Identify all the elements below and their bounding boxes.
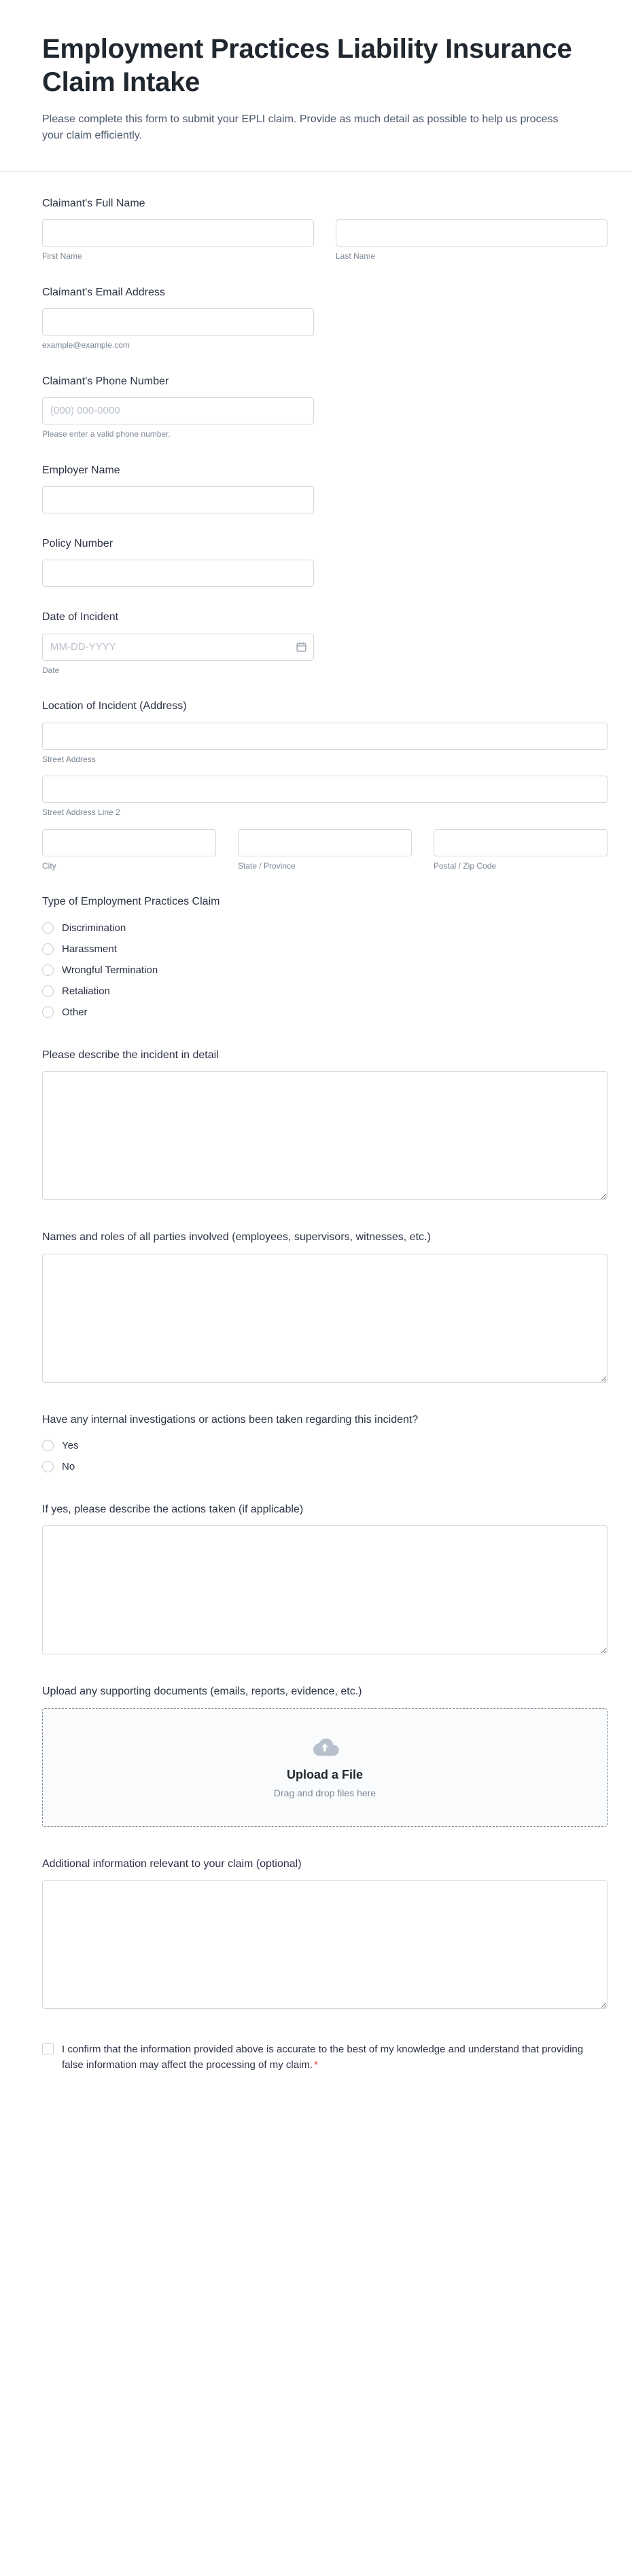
city-sublabel: City — [42, 860, 56, 871]
claim-type-option-other[interactable] — [42, 1006, 590, 1018]
actions-taken-textarea[interactable] — [42, 1525, 608, 1654]
field-parties-involved — [42, 1230, 590, 1382]
field-employer — [42, 463, 590, 513]
email-label: Claimant's Email Address — [42, 286, 165, 298]
claim-type-option-harassment[interactable] — [42, 943, 590, 955]
upload-file-button[interactable]: Upload a File — [286, 1767, 364, 1781]
field-full-name — [42, 196, 590, 262]
field-email — [42, 285, 590, 351]
confirmation-label — [62, 2042, 590, 2073]
claim-type-option-label: Harassment — [62, 943, 117, 955]
describe-incident-label: Please describe the incident in detail — [42, 1049, 219, 1061]
additional-info-label: Additional information relevant to your claim (optional) — [42, 1857, 302, 1870]
parties-involved-label: Names and roles of all parties involved (employees, supervisors, witnesses, etc.) — [42, 1231, 431, 1244]
field-investigations — [42, 1413, 590, 1472]
postal-code-sublabel: Postal / Zip Code — [434, 860, 497, 871]
street-address-2-sublabel: Street Address Line 2 — [42, 808, 120, 818]
incident-date-sublabel: Date — [42, 665, 60, 675]
postal-code-input[interactable] — [434, 829, 608, 856]
field-additional-info — [42, 1857, 590, 2009]
claim-type-option-label: Retaliation — [62, 985, 110, 997]
field-location — [42, 699, 590, 871]
email-input[interactable] — [42, 308, 314, 335]
claim-type-option-label: Other — [62, 1006, 88, 1018]
confirmation-text: I confirm that the information provided above is accurate to the best of my knowledge and understand that providing false information may affect the processing of my claim. — [62, 2044, 584, 2071]
radio-icon[interactable] — [42, 1461, 54, 1472]
city-group — [42, 829, 216, 872]
upload-hint: Drag and drop files here — [273, 1787, 376, 1798]
cloud-upload-icon — [310, 1737, 340, 1758]
postal-group — [434, 829, 608, 872]
street-address-sublabel: Street Address — [42, 754, 96, 764]
claim-type-option-label: Discrimination — [62, 922, 126, 934]
claim-type-option-wrongful-termination[interactable] — [42, 964, 590, 976]
incident-date-label: Date of Incident — [42, 611, 119, 623]
location-city-state-zip-row — [42, 829, 590, 872]
radio-icon[interactable] — [42, 985, 54, 997]
field-claim-type — [42, 894, 590, 1017]
file-dropzone[interactable] — [42, 1708, 608, 1827]
page-title: Employment Practices Liability Insurance Claim Intake — [42, 34, 572, 97]
full-name-label: Claimant's Full Name — [42, 197, 145, 209]
employer-label: Employer Name — [42, 464, 120, 476]
upload-documents-label: Upload any supporting documents (emails, reports, evidence, etc.) — [42, 1686, 362, 1698]
policy-number-label: Policy Number — [42, 537, 113, 549]
claim-type-option-discrimination[interactable] — [42, 922, 590, 934]
radio-icon[interactable] — [42, 943, 54, 955]
additional-info-textarea[interactable] — [42, 1880, 608, 2009]
field-phone — [42, 374, 590, 440]
form-header — [0, 0, 632, 172]
field-upload-documents — [42, 1684, 590, 1826]
page-subtitle: Please complete this form to submit your EPLI claim. Provide as much detail as possible to help us process your claim efficiently. — [42, 113, 559, 141]
radio-icon[interactable] — [42, 964, 54, 976]
city-input[interactable] — [42, 829, 216, 856]
form-body — [0, 172, 632, 2128]
claim-type-option-label: Wrongful Termination — [62, 964, 158, 976]
location-label: Location of Incident (Address) — [42, 700, 187, 712]
confirmation-block[interactable] — [42, 2042, 590, 2073]
investigations-option-no[interactable] — [42, 1461, 590, 1472]
street-address-2-input[interactable] — [42, 776, 608, 803]
phone-label: Claimant's Phone Number — [42, 375, 169, 387]
field-describe-incident — [42, 1048, 590, 1200]
last-name-sublabel: Last Name — [336, 251, 376, 261]
state-group — [238, 829, 412, 872]
last-name-group — [336, 219, 608, 262]
incident-date-wrapper — [42, 634, 314, 661]
full-name-row — [42, 219, 590, 262]
phone-input[interactable] — [42, 397, 314, 424]
phone-sublabel: Please enter a valid phone number. — [42, 429, 171, 439]
investigations-option-yes[interactable] — [42, 1440, 590, 1451]
checkbox-icon[interactable] — [42, 2043, 54, 2054]
state-province-input[interactable] — [238, 829, 412, 856]
investigations-label: Have any internal investigations or actions been taken regarding this incident? — [42, 1413, 419, 1426]
employer-input[interactable] — [42, 486, 314, 513]
investigations-option-label: Yes — [62, 1440, 79, 1452]
email-sublabel: example@example.com — [42, 340, 130, 350]
first-name-group — [42, 219, 314, 262]
radio-icon[interactable] — [42, 1006, 54, 1018]
required-asterisk: * — [314, 2059, 318, 2071]
field-incident-date — [42, 610, 590, 676]
calendar-icon[interactable] — [296, 641, 307, 653]
claim-type-radio-group — [42, 922, 590, 1018]
radio-icon[interactable] — [42, 1440, 54, 1451]
state-province-sublabel: State / Province — [238, 860, 296, 871]
field-policy-number — [42, 537, 590, 587]
first-name-input[interactable] — [42, 219, 314, 247]
first-name-sublabel: First Name — [42, 251, 82, 261]
parties-involved-textarea[interactable] — [42, 1254, 608, 1383]
claim-type-label: Type of Employment Practices Claim — [42, 896, 220, 908]
field-actions-taken — [42, 1502, 590, 1654]
radio-icon[interactable] — [42, 922, 54, 934]
policy-number-input[interactable] — [42, 560, 314, 587]
investigations-option-label: No — [62, 1461, 75, 1473]
describe-incident-textarea[interactable] — [42, 1071, 608, 1200]
claim-type-option-retaliation[interactable] — [42, 985, 590, 997]
investigations-radio-group — [42, 1440, 590, 1472]
incident-date-input[interactable] — [42, 634, 314, 661]
last-name-input[interactable] — [336, 219, 608, 247]
actions-taken-label: If yes, please describe the actions taken (if applicable) — [42, 1504, 304, 1516]
street-address-input[interactable] — [42, 723, 608, 750]
